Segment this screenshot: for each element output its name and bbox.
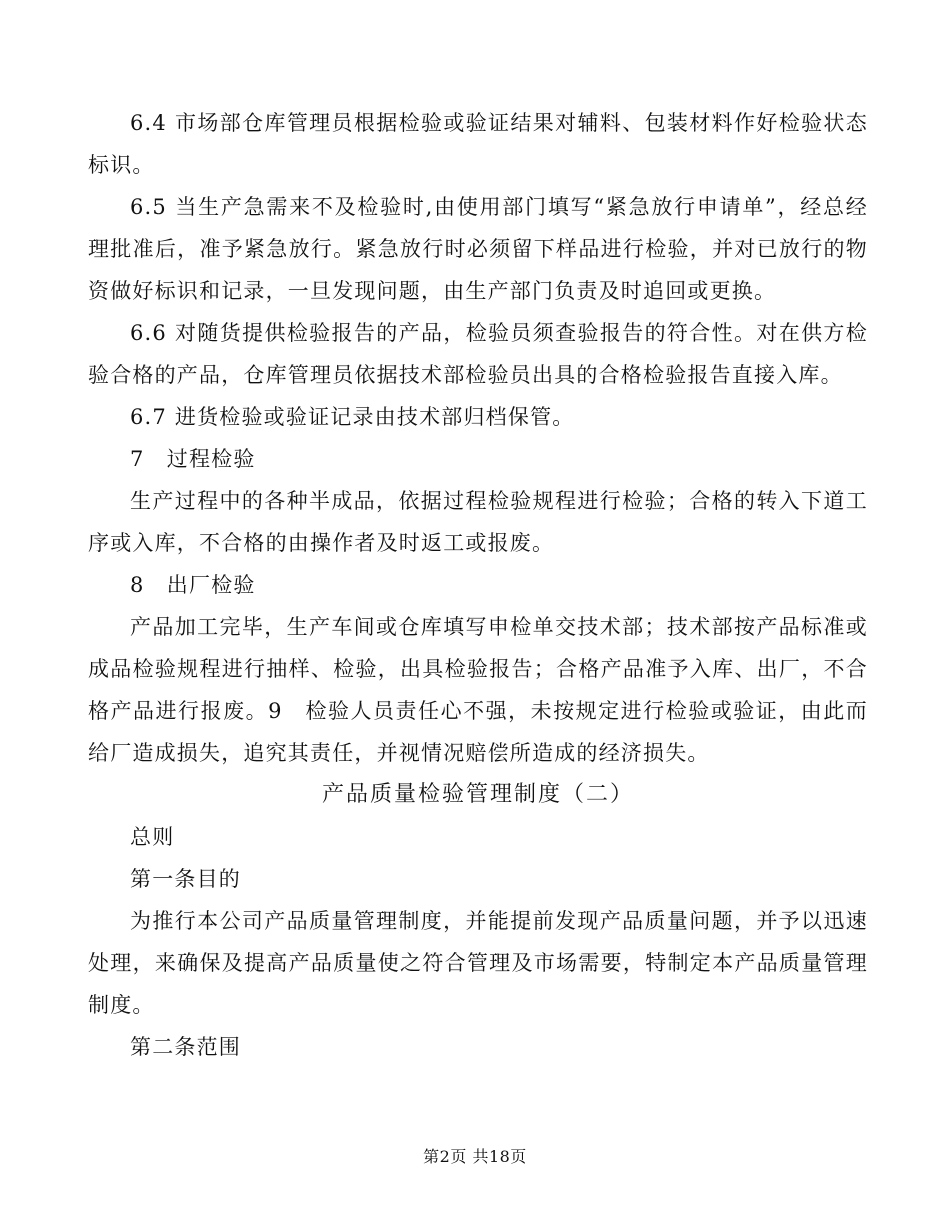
- paragraph-factory-inspection: 产品加工完毕，生产车间或仓库填写申检单交技术部；技术部按产品标准或成品检验规程进行抽样、检验，出具检验报告；合格产品准予入库、出厂，不合格产品进行报废。9 检验人员责任心不强，未按规定进行检验或验证，由此而给厂造成损失，追究其责任，并视情况赔偿所造成的经济损失。: [88, 615, 868, 765]
- section-heading-8: 8 出厂检验: [130, 573, 256, 597]
- document-body: [88, 102, 868, 1068]
- paragraph-6-6: 6.6 对随货提供检验报告的产品，检验员须查验报告的符合性。对在供方检验合格的产品，仓库管理员依据技术部检验员出具的合格检验报告直接入库。: [88, 321, 868, 387]
- paragraph-6-7: 6.7 进货检验或验证记录由技术部归档保管。: [130, 405, 575, 429]
- page-footer: 第2页 共18页: [423, 1147, 527, 1166]
- article-1-heading: 第一条目的: [130, 867, 241, 891]
- paragraph-6-4: 6.4 市场部仓库管理员根据检验或验证结果对辅料、包装材料作好检验状态标识。: [88, 111, 868, 177]
- section-heading-7: 7 过程检验: [130, 447, 256, 471]
- paragraph-6-5: 6.5 当生产急需来不及检验时,由使用部门填写“紧急放行申请单”，经总经理批准后，准予紧急放行。紧急放行时必须留下样品进行检验，并对已放行的物资做好标识和记录，一旦发现问题，由生产部门负责及时追回或更换。: [88, 195, 868, 303]
- article-2-heading: 第二条范围: [130, 1035, 241, 1059]
- paragraph-purpose: 为推行本公司产品质量管理制度，并能提前发现产品质量问题，并予以迅速处理，来确保及提高产品质量使之符合管理及市场需要，特制定本产品质量管理制度。: [88, 909, 868, 1017]
- paragraph-process-inspection: 生产过程中的各种半成品，依据过程检验规程进行检验；合格的转入下道工序或入库，不合格的由操作者及时返工或报废。: [88, 489, 868, 555]
- general-heading: 总则: [130, 825, 175, 849]
- document-title-2: 产品质量检验管理制度（二）: [321, 782, 634, 807]
